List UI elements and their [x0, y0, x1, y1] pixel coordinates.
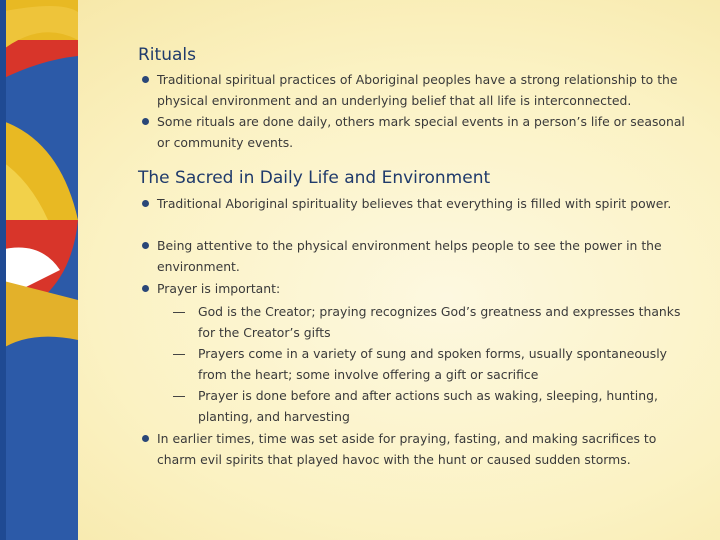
sub-bullet-item: Prayer is done before and after actions such as waking, sleeping, hunting, planting, and harvesting	[198, 386, 688, 427]
bullet-item: Some rituals are done daily, others mark special events in a person’s life or seasonal or community events.	[157, 112, 685, 153]
dash-icon	[173, 354, 185, 355]
bullet-icon	[142, 118, 149, 125]
dash-icon	[173, 312, 185, 313]
medicine-wheel-decoration	[0, 0, 78, 540]
bullet-icon	[142, 285, 149, 292]
dash-icon	[173, 396, 185, 397]
bullet-item: Being attentive to the physical environment helps people to see the power in the environment.	[157, 236, 685, 277]
bullet-item: In earlier times, time was set aside for praying, fasting, and making sacrifices to charm evil spirits that played havoc with the hunt or caused sudden storms.	[157, 429, 685, 470]
bullet-icon	[142, 76, 149, 83]
bullet-item: Prayer is important:	[157, 279, 685, 300]
bullet-item: Traditional spiritual practices of Aboriginal peoples have a strong relationship to the physical environment and an underlying belief that all life is interconnected.	[157, 70, 685, 111]
section-title-rituals: Rituals	[138, 45, 196, 65]
bullet-icon	[142, 435, 149, 442]
bullet-icon	[142, 242, 149, 249]
bullet-icon	[142, 200, 149, 207]
sub-bullet-item: God is the Creator; praying recognizes God’s greatness and expresses thanks for the Creator’s gifts	[198, 302, 688, 343]
section-title-sacred: The Sacred in Daily Life and Environment	[138, 168, 491, 188]
bullet-item: Traditional Aboriginal spirituality believes that everything is filled with spirit power.	[157, 194, 685, 215]
sub-bullet-item: Prayers come in a variety of sung and spoken forms, usually spontaneously from the heart; some involve offering a gift or sacrifice	[198, 344, 688, 385]
